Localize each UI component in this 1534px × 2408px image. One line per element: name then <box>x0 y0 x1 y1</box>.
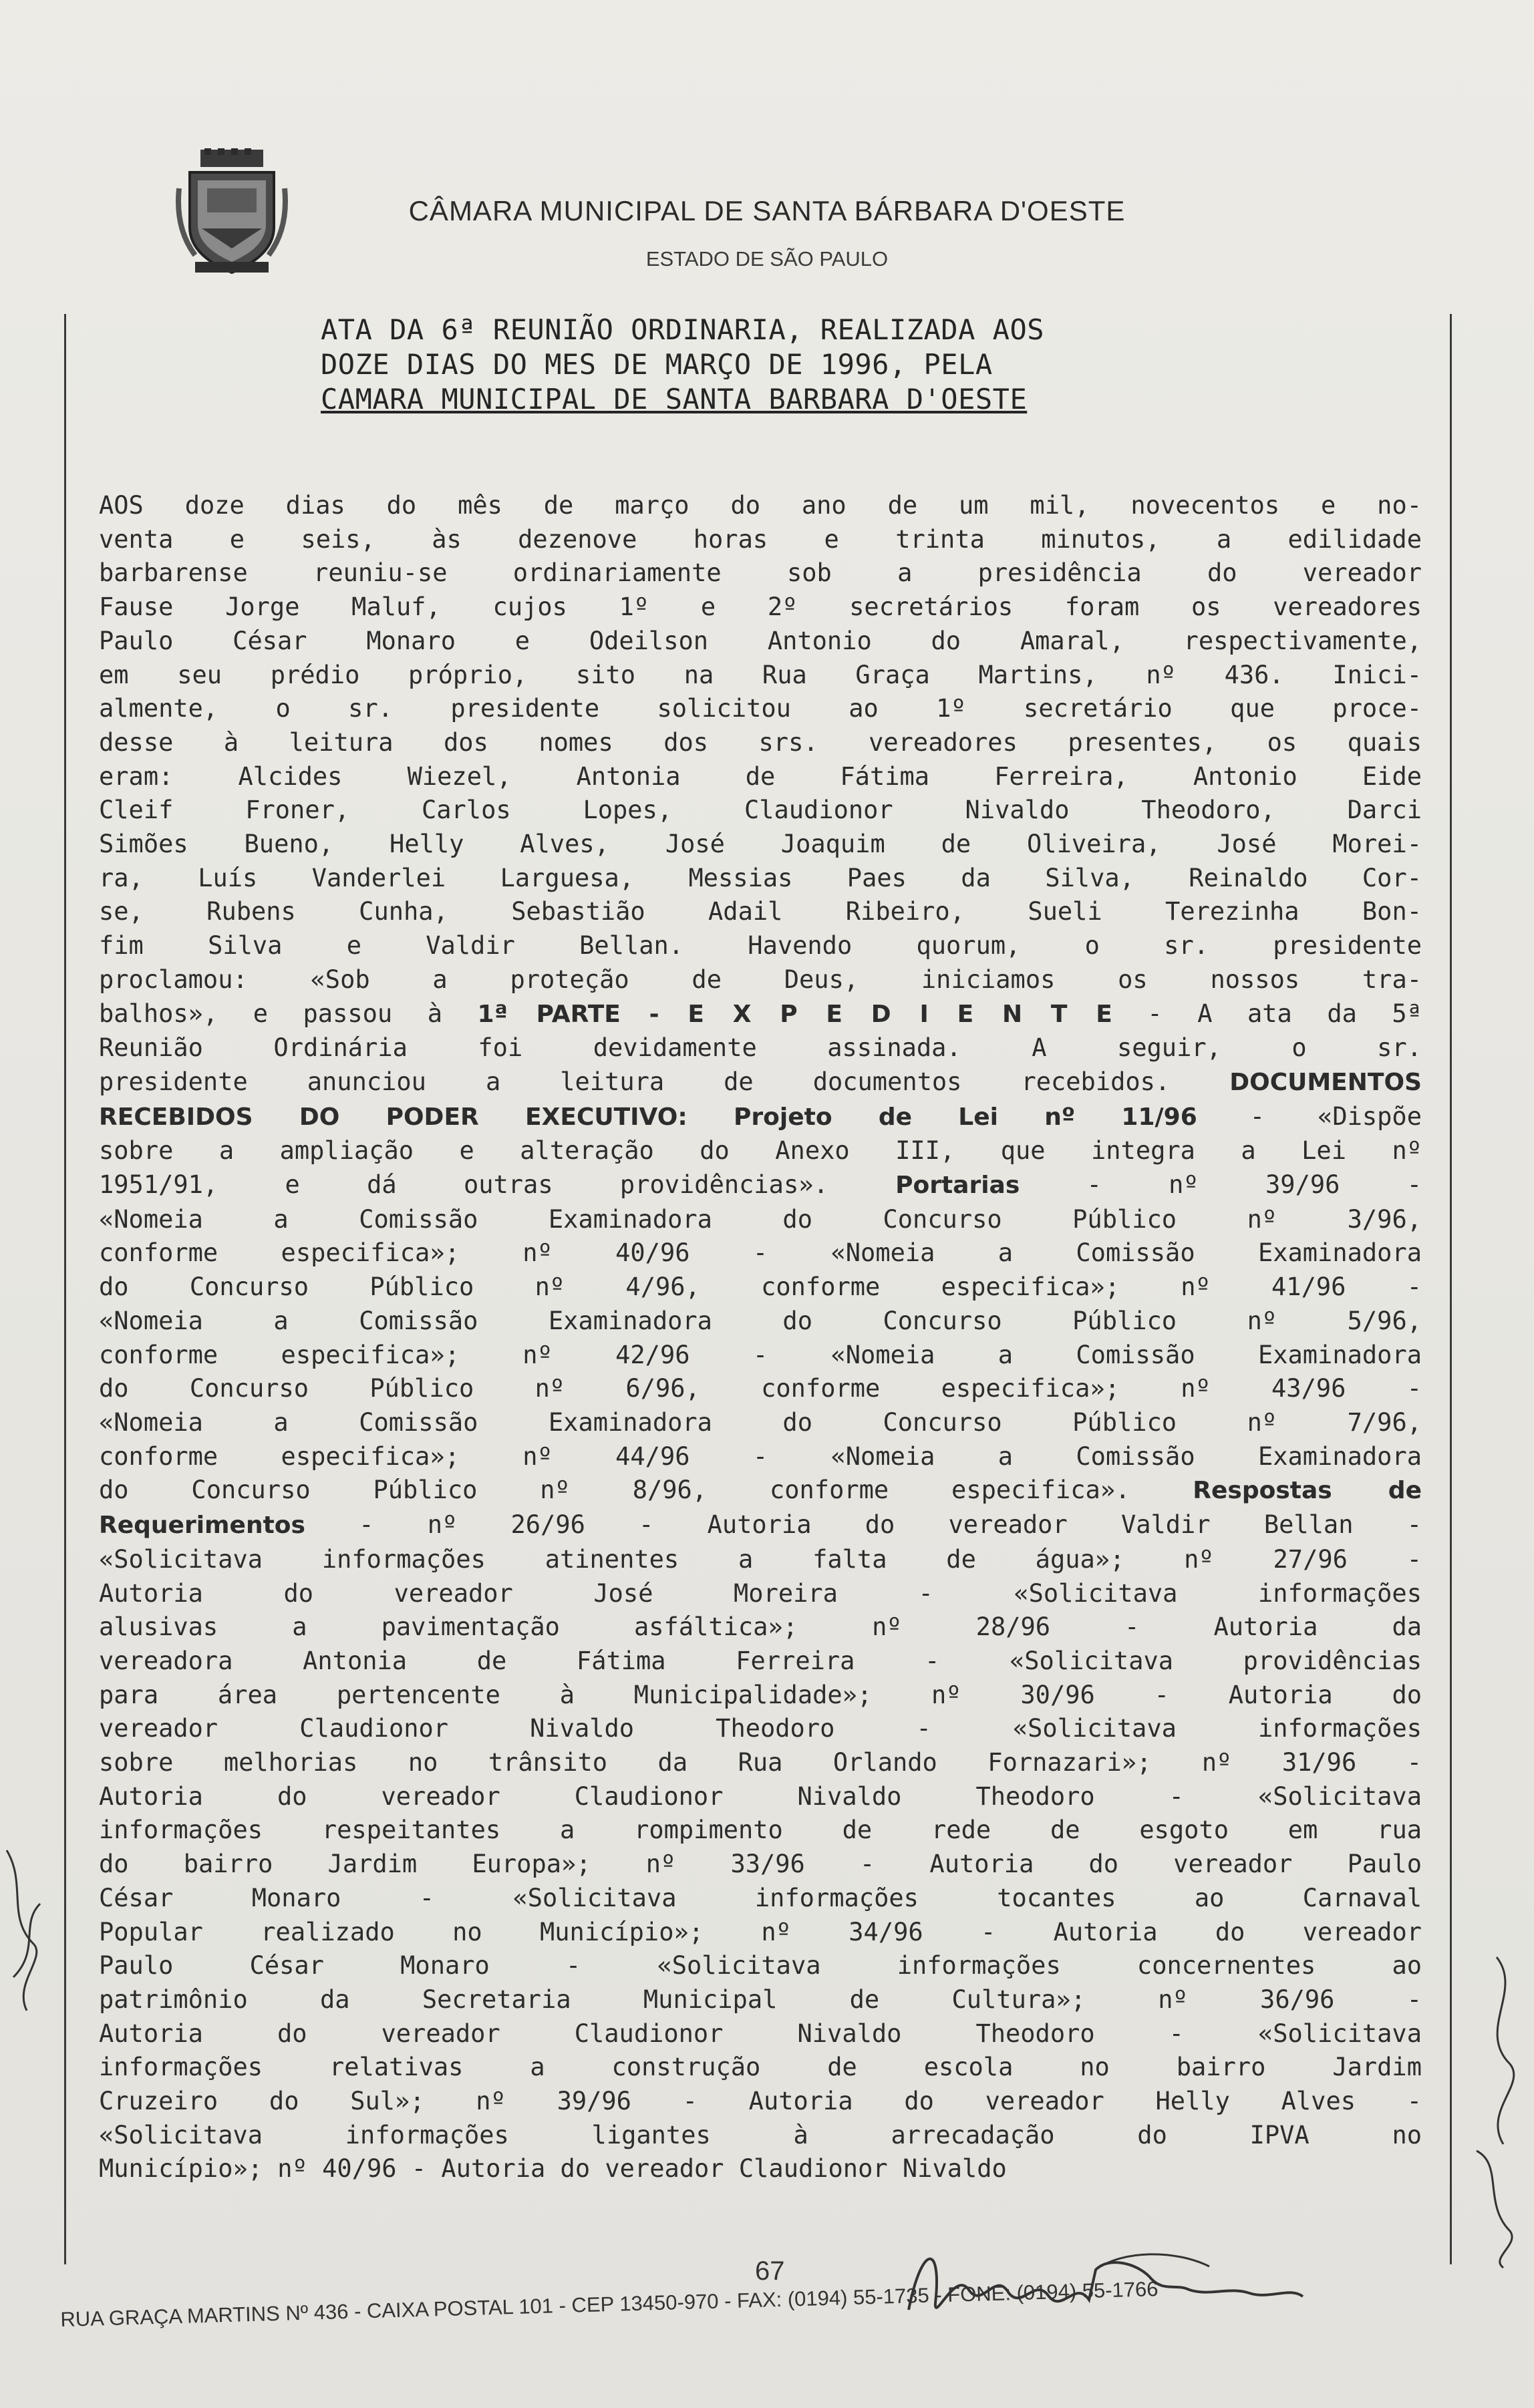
document-title <box>321 313 1203 417</box>
text-line: conforme especifica»; nº 40/96 - «Nomeia a Comissão Examinadora <box>99 1238 1422 1268</box>
text-line: para área pertencente à Municipalidade»; nº 30/96 - Autoria do <box>99 1680 1422 1709</box>
institution-name: CÂMARA MUNICIPAL DE SANTA BÁRBARA D'OESTE <box>408 195 1126 226</box>
left-margin-rule <box>64 314 66 2264</box>
text-line: em seu prédio próprio, sito na Rua Graça Martins, nº 436. Inici- <box>99 660 1422 689</box>
text-line: «Nomeia a Comissão Examinadora do Concurso Público nº 3/96, <box>99 1204 1422 1234</box>
text-run: - «Dispõe <box>1197 1101 1422 1131</box>
section-heading-requerimentos: Requerimentos <box>99 1512 305 1540</box>
section-heading-executivo: RECEBIDOS DO PODER EXECUTIVO: Projeto de Lei nº 11/96 <box>99 1103 1197 1131</box>
text-line: «Nomeia a Comissão Examinadora do Concurso Público nº 7/96, <box>99 1407 1422 1437</box>
text-line: Paulo César Monaro e Odeilson Antonio do Amaral, respectivamente, <box>99 626 1422 655</box>
text-line: do Concurso Público nº 4/96, conforme especifica»; nº 41/96 - <box>99 1272 1422 1302</box>
margin-initials-left <box>0 1844 53 2017</box>
section-heading-expediente: 1ª PARTE - E X P E D I E N T E <box>477 1000 1112 1028</box>
text-line: Simões Bueno, Helly Alves, José Joaquim de Oliveira, José Morei- <box>99 830 1422 859</box>
text-line: eram: Alcides Wiezel, Antonia de Fátima Ferreira, Antonio Eide <box>99 761 1422 791</box>
right-margin-rule <box>1450 314 1452 2264</box>
text-run: do Concurso Público nº 8/96, conforme especifica». <box>99 1476 1193 1505</box>
minutes-body <box>99 489 1422 2186</box>
text-line: «Solicitava informações ligantes à arrecadação do IPVA no <box>99 2120 1422 2149</box>
text-line <box>99 1474 1422 1508</box>
text-line <box>99 1065 1422 1100</box>
margin-initials-right <box>1463 1950 1530 2271</box>
text-run: - nº 39/96 - <box>1020 1170 1422 1200</box>
footer-address: RUA GRAÇA MARTINS Nº 436 - CAIXA POSTAL 101 - CEP 13450-970 - FAX: (0194) 55-1735 - FONE: (0194) 55-1766 <box>60 2277 1159 2331</box>
text-line: Cruzeiro do Sul»; nº 39/96 - Autoria do vereador Helly Alves - <box>99 2087 1422 2116</box>
text-line: «Nomeia a Comissão Examinadora do Concurso Público nº 5/96, <box>99 1306 1422 1335</box>
text-line: Reunião Ordinária foi devidamente assinada. A seguir, o sr. <box>99 1033 1422 1063</box>
section-heading-documentos: DOCUMENTOS <box>1229 1068 1422 1096</box>
text-line: Autoria do vereador Claudionor Nivaldo Theodoro - «Solicitava <box>99 1781 1422 1811</box>
text-line: alusivas a pavimentação asfáltica»; nº 28/96 - Autoria da <box>99 1612 1422 1642</box>
title-line-2: DOZE DIAS DO MES DE MARÇO DE 1996, PELA <box>321 348 993 381</box>
text-line <box>99 1508 1422 1543</box>
text-line: Município»; nº 40/96 - Autoria do vereador Claudionor Nivaldo <box>99 2154 1007 2184</box>
text-run: 1951/91, e dá outras providências». <box>99 1170 896 1200</box>
text-line: proclamou: «Sob a proteção de Deus, iniciamos os nossos tra- <box>99 965 1422 994</box>
text-line: do Concurso Público nº 6/96, conforme especifica»; nº 43/96 - <box>99 1374 1422 1403</box>
text-run: balhos», e passou à <box>99 999 478 1028</box>
text-line <box>99 1168 1422 1203</box>
text-line: Fause Jorge Maluf, cujos 1º e 2º secretários foram os vereadores <box>99 592 1422 622</box>
text-line: «Solicitava informações atinentes a falta de água»; nº 27/96 - <box>99 1544 1422 1574</box>
text-line: desse à leitura dos nomes dos srs. vereadores presentes, os quais <box>99 727 1422 757</box>
text-run: presidente anunciou a leitura de documentos recebidos. <box>99 1067 1230 1096</box>
text-run: - A ata da 5ª <box>1112 999 1422 1028</box>
text-line: Autoria do vereador Claudionor Nivaldo Theodoro - «Solicitava <box>99 2019 1422 2048</box>
text-line: ra, Luís Vanderlei Larguesa, Messias Paes da Silva, Reinaldo Cor- <box>99 863 1422 892</box>
section-heading-respostas: Respostas de <box>1193 1477 1422 1505</box>
text-line: Autoria do vereador José Moreira - «Solicitava informações <box>99 1578 1422 1608</box>
text-line: se, Rubens Cunha, Sebastião Adail Ribeiro, Sueli Terezinha Bon- <box>99 897 1422 926</box>
text-line: César Monaro - «Solicitava informações tocantes ao Carnaval <box>99 1883 1422 1912</box>
state-name: ESTADO DE SÃO PAULO <box>645 247 889 271</box>
page-number: 67 <box>755 2256 785 2286</box>
text-line: Cleif Froner, Carlos Lopes, Claudionor Nivaldo Theodoro, Darci <box>99 796 1422 825</box>
text-line: barbarense reuniu-se ordinariamente sob a presidência do vereador <box>99 558 1422 588</box>
text-run: - nº 26/96 - Autoria do vereador Valdir Bellan - <box>305 1510 1422 1540</box>
text-line: do bairro Jardim Europa»; nº 33/96 - Autoria do vereador Paulo <box>99 1850 1422 1879</box>
text-line: vereadora Antonia de Fátima Ferreira - «Solicitava providências <box>99 1646 1422 1675</box>
title-line-3: CAMARA MUNICIPAL DE SANTA BARBARA D'OESTE <box>321 383 1028 415</box>
text-line: patrimônio da Secretaria Municipal de Cultura»; nº 36/96 - <box>99 1985 1422 2014</box>
section-heading-portarias: Portarias <box>895 1172 1020 1200</box>
text-line: Popular realizado no Município»; nº 34/96 - Autoria do vereador <box>99 1917 1422 1946</box>
text-line: vereador Claudionor Nivaldo Theodoro - «Solicitava informações <box>99 1714 1422 1743</box>
text-line <box>99 997 1422 1032</box>
text-line: venta e seis, às dezenove horas e trinta minutos, a edilidade <box>99 524 1422 554</box>
title-line-1: ATA DA 6ª REUNIÃO ORDINARIA, REALIZADA AOS <box>321 313 1045 346</box>
text-line: sobre melhorias no trânsito da Rua Orlando Fornazari»; nº 31/96 - <box>99 1748 1422 1777</box>
text-line: sobre a ampliação e alteração do Anexo III, que integra a Lei nº <box>99 1136 1422 1166</box>
text-line: fim Silva e Valdir Bellan. Havendo quorum, o sr. presidente <box>99 931 1422 961</box>
text-line: almente, o sr. presidente solicitou ao 1º secretário que proce- <box>99 694 1422 723</box>
text-line <box>99 1100 1422 1135</box>
text-line: informações relativas a construção de escola no bairro Jardim <box>99 2053 1422 2082</box>
text-line: AOS doze dias do mês de março do ano de um mil, novecentos e no- <box>99 491 1422 520</box>
text-line: conforme especifica»; nº 44/96 - «Nomeia a Comissão Examinadora <box>99 1441 1422 1471</box>
text-line: conforme especifica»; nº 42/96 - «Nomeia a Comissão Examinadora <box>99 1340 1422 1369</box>
text-line: informações respeitantes a rompimento de rede de esgoto em rua <box>99 1816 1422 1845</box>
text-line: Paulo César Monaro - «Solicitava informações concernentes ao <box>99 1951 1422 1981</box>
